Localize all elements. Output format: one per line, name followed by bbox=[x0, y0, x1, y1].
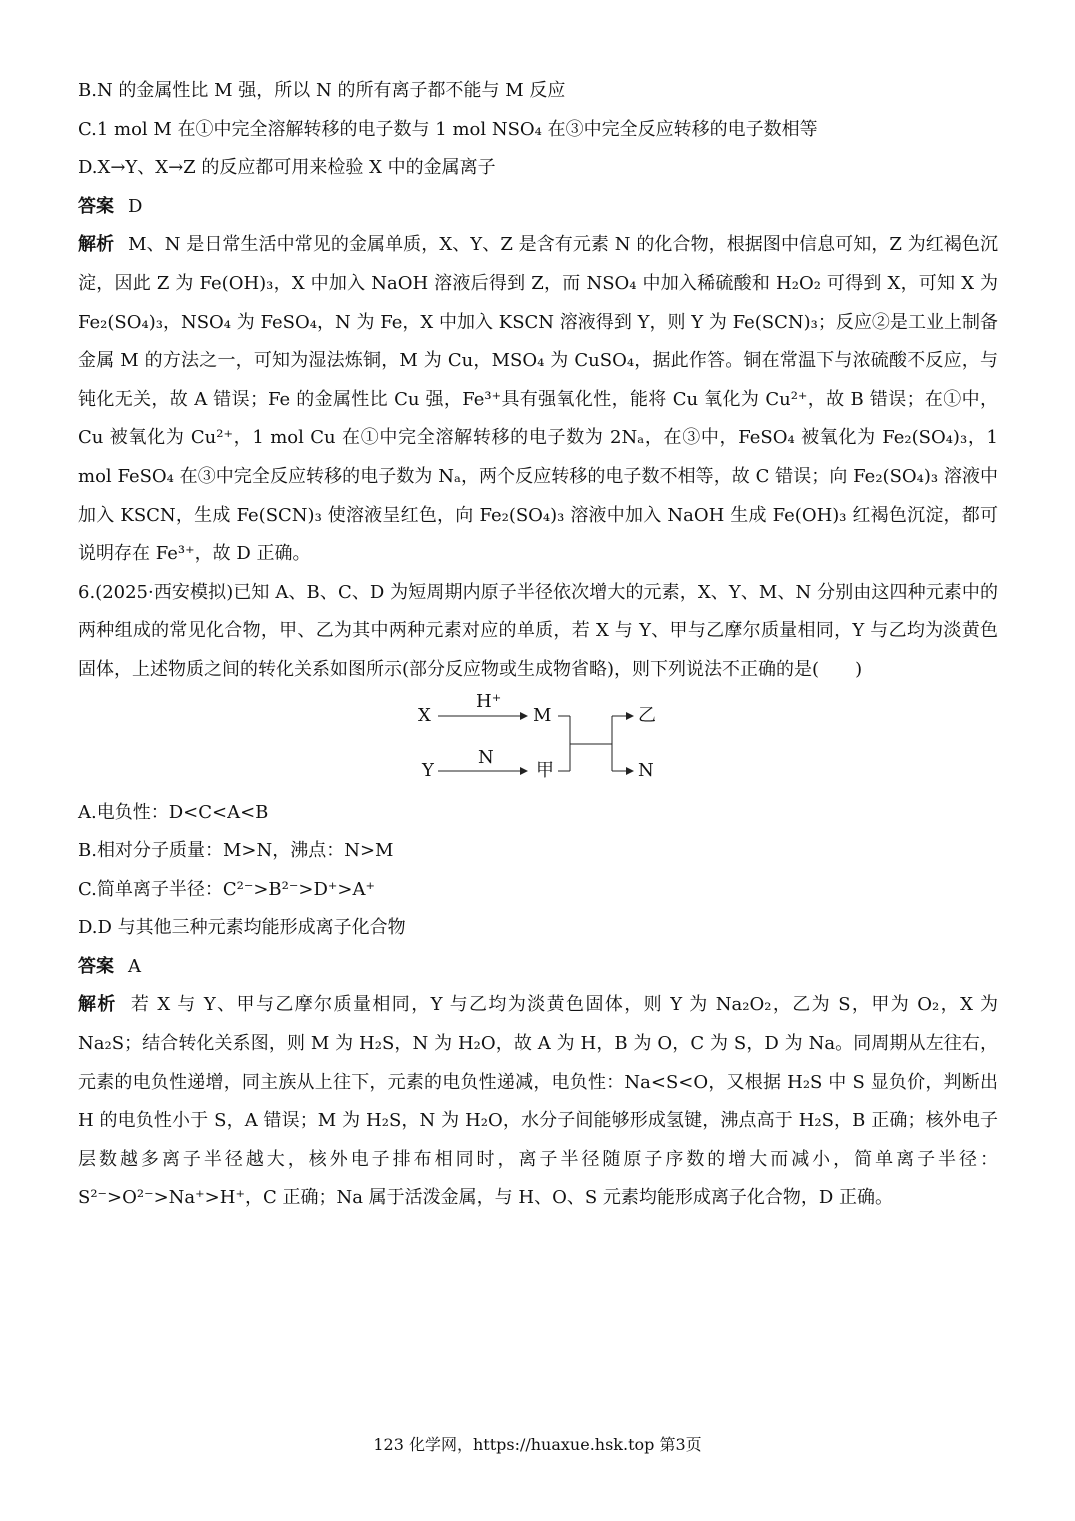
arrowhead-m bbox=[520, 712, 528, 720]
node-m: M bbox=[533, 704, 552, 726]
arrowhead-jia bbox=[520, 767, 528, 775]
node-n: N bbox=[638, 759, 654, 781]
page-footer: 123 化学网，https://huaxue.hsk.top 第3页 bbox=[373, 1435, 702, 1454]
q6-option-d: D.D 与其他三种元素均能形成离子化合物 bbox=[78, 917, 406, 939]
q6-option-a: A.电负性：D<C<A<B bbox=[78, 801, 269, 823]
answer-label: 答案 bbox=[78, 955, 114, 977]
node-x: X bbox=[418, 704, 431, 726]
analysis-label: 解析 bbox=[78, 994, 117, 1016]
q6-stem: 6.(2025·西安模拟)已知 A、B、C、D 为短周期内原子半径依次增大的元素，X、Y、M、N 分别由这四种元素中的两种组成的常见化合物，甲、乙为其中两种元素对应的单质，若 X 与 Y、甲与乙摩尔质量相同，Y 与乙均为淡黄色固体，上述物质之间的转化关系如图所示(部分反应物或生成物省略)，则下列说法不正确的是( ) bbox=[78, 581, 998, 680]
analysis-text: 若 X 与 Y、甲与乙摩尔质量相同，Y 与乙均为淡黄色固体，则 Y 为 Na₂O₂，乙为 S，甲为 O₂，X 为 Na₂S；结合转化关系图，则 M 为 H₂S，N 为 H₂O，故 A 为 H，B 为 O，C 为 S，D 为 Na。同周期从左往右，元素的电负性递增，同主族从上往下，元素的电负性递减，电负性：Na<S<O，又根据 H₂S 中 S 显负价，判断出 H 的电负性小于 S，A 错误；M 为 H₂S，N 为 H₂O，水分子间能够形成氢键，沸点高于 H₂S，B 正确；核外电子层数越多离子半径越大，核外电子排布相同时，离子半径随原子序数的增大而减小，简单离子半径：S²⁻>O²⁻>Na⁺>H⁺，C 正确；Na 属于活泼金属，与 H、O、S 元素均能形成离子化合物，D 正确。 bbox=[78, 994, 999, 1209]
analysis-label: 解析 bbox=[78, 234, 115, 256]
arrow-label-n: N bbox=[478, 746, 494, 768]
node-y: Y bbox=[422, 759, 434, 781]
q6-option-b: B.相对分子质量：M>N，沸点：N>M bbox=[78, 840, 394, 862]
q6-answer bbox=[78, 948, 998, 987]
node-yi: 乙 bbox=[638, 704, 656, 726]
q6-analysis bbox=[78, 986, 998, 1218]
conversion-diagram bbox=[78, 690, 998, 792]
answer-value: D bbox=[128, 195, 143, 217]
arrowhead-yi bbox=[626, 712, 634, 720]
answer-value: A bbox=[128, 955, 141, 977]
q5-option-c: C.1 mol M 在①中完全溶解转移的电子数与 1 mol NSO₄ 在③中完全反应转移的电子数相等 bbox=[78, 118, 818, 140]
q5-analysis bbox=[78, 226, 998, 573]
analysis-text: M、N 是日常生活中常见的金属单质，X、Y、Z 是含有元素 N 的化合物，根据图中信息可知，Z 为红褐色沉淀，因此 Z 为 Fe(OH)₃，X 中加入 NaOH 溶液后得到 Z，而 NSO₄ 中加入稀硫酸和 H₂O₂ 可得到 X，可知 X 为 Fe₂(SO₄)₃，NSO₄ 为 FeSO₄，N 为 Fe，X 中加入 KSCN 溶液得到 Y，则 Y 为 Fe(SCN)₃；反应②是工业上制备金属 M 的方法之一，可知为湿法炼铜，M 为 Cu，MSO₄ 为 CuSO₄，据此作答。铜在常温下与浓硫酸不反应，与钝化无关，故 A 错误；Fe 的金属性比 Cu 强，Fe³⁺具有强氧化性，能将 Cu 氧化为 Cu²⁺，故 B 错误；在①中，Cu 被氧化为 Cu²⁺，1 mol Cu 在①中完全溶解转移的电子数为 2Nₐ，在③中，FeSO₄ 被氧化为 Fe₂(SO₄)₃，1 mol FeSO₄ 在③中完全反应转移的电子数为 Nₐ，两个反应转移的电子数不相等，故 C 错误；向 Fe₂(SO₄)₃ 溶液中加入 KSCN，生成 Fe(SCN)₃ 使溶液呈红色，向 Fe₂(SO₄)₃ 溶液中加入 NaOH 生成 Fe(OH)₃ 红褐色沉淀，都可说明存在 Fe³⁺，故 D 正确。 bbox=[78, 234, 999, 565]
q5-option-d: D.X→Y、X→Z 的反应都可用来检验 X 中的金属离子 bbox=[78, 157, 496, 179]
q5-answer bbox=[78, 188, 998, 227]
page-content bbox=[78, 72, 998, 1218]
q5-option-b: B.N 的金属性比 M 强，所以 N 的所有离子都不能与 M 反应 bbox=[78, 80, 566, 101]
node-jia: 甲 bbox=[536, 759, 554, 781]
arrow-label-h-plus: H⁺ bbox=[476, 690, 502, 712]
answer-label: 答案 bbox=[78, 195, 114, 217]
q6-option-c: C.简单离子半径：C²⁻>B²⁻>D⁺>A⁺ bbox=[78, 878, 375, 900]
arrowhead-n bbox=[626, 767, 634, 775]
